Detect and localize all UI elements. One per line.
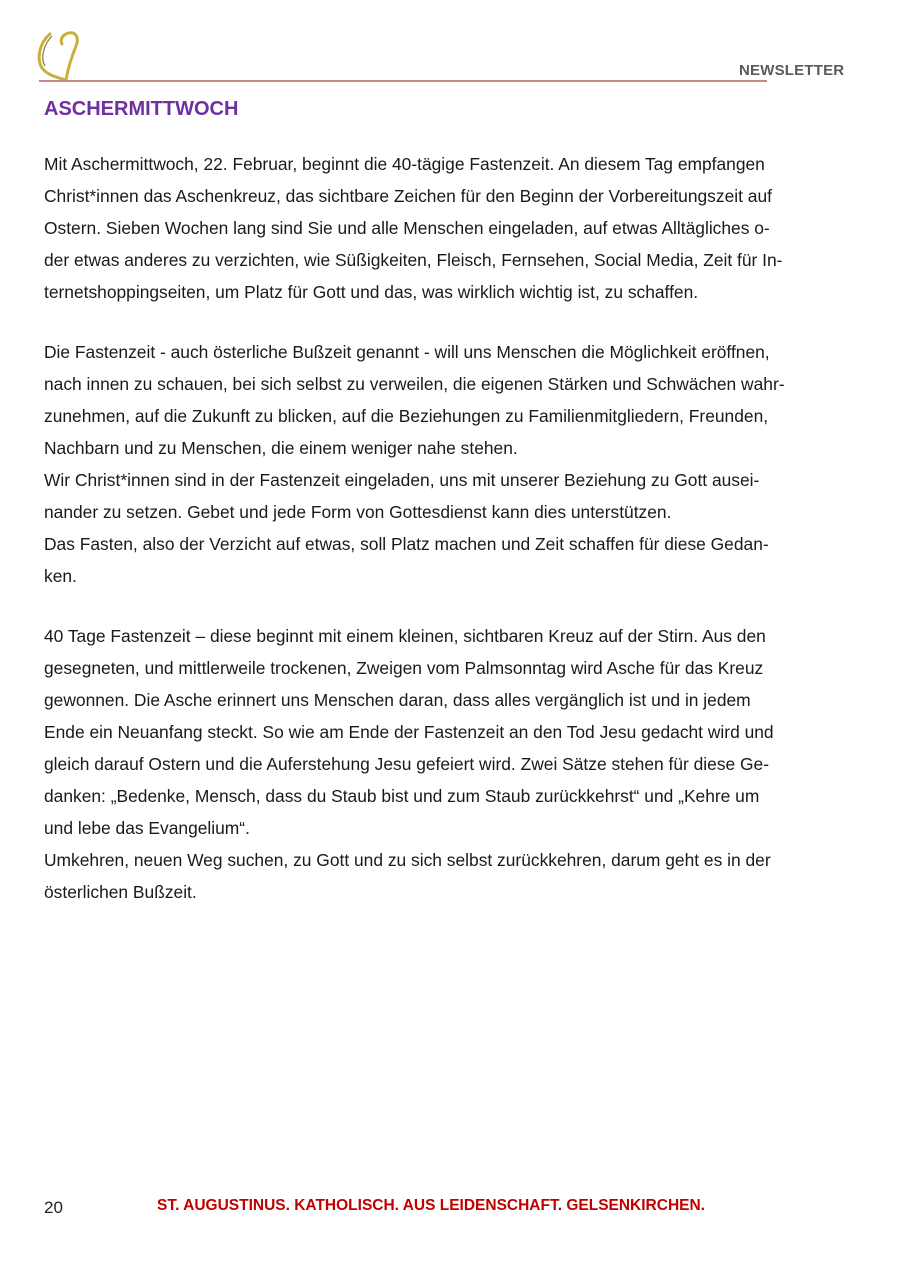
heart-logo-icon — [36, 28, 102, 82]
text-line: österlichen Bußzeit. — [44, 882, 197, 902]
text-line: Wir Christ*innen sind in der Fastenzeit eingeladen, uns mit unserer Beziehung zu Gott ausei- — [44, 470, 760, 490]
text-line: Die Fastenzeit - auch österliche Bußzeit genannt - will uns Menschen die Möglichkeit eröffnen, — [44, 342, 770, 362]
text-line: Ende ein Neuanfang steckt. So wie am Ende der Fastenzeit an den Tod Jesu gedacht wird und — [44, 722, 774, 742]
text-line: gesegneten, und mittlerweile trockenen, Zweigen vom Palmsonntag wird Asche für das Kreuz — [44, 658, 764, 678]
text-line: Das Fasten, also der Verzicht auf etwas, soll Platz machen und Zeit schaffen für diese Gedan- — [44, 534, 769, 554]
text-line: gewonnen. Die Asche erinnert uns Menschen daran, dass alles vergänglich ist und in jedem — [44, 690, 751, 710]
text-line: danken: „Bedenke, Mensch, dass du Staub bist und zum Staub zurückkehrst“ und „Kehre um — [44, 786, 760, 806]
text-line: ternetshoppingseiten, um Platz für Gott und das, was wirklich wichtig ist, zu schaffen. — [44, 282, 699, 302]
text-line: Christ*innen das Aschenkreuz, das sichtbare Zeichen für den Beginn der Vorbereitungszeit auf — [44, 186, 772, 206]
paragraph — [44, 336, 864, 592]
footer-slogan: ST. AUGUSTINUS. KATHOLISCH. AUS LEIDENSCHAFT. GELSENKIRCHEN. — [157, 1197, 705, 1214]
text-line: zunehmen, auf die Zukunft zu blicken, auf die Beziehungen zu Familienmitgliedern, Freunden, — [44, 406, 769, 426]
text-line: nach innen zu schauen, bei sich selbst zu verweilen, die eigenen Stärken und Schwächen wahr- — [44, 374, 785, 394]
text-line: Mit Aschermittwoch, 22. Februar, beginnt die 40-tägige Fastenzeit. An diesem Tag empfangen — [44, 154, 765, 174]
text-line: nander zu setzen. Gebet und jede Form von Gottesdienst kann dies unterstützen. — [44, 502, 672, 522]
text-line: ken. — [44, 566, 77, 586]
article-body — [44, 148, 864, 908]
paragraph-gap — [44, 308, 864, 336]
text-line: Ostern. Sieben Wochen lang sind Sie und alle Menschen eingeladen, auf etwas Alltägliches o- — [44, 218, 770, 238]
text-line: Umkehren, neuen Weg suchen, zu Gott und zu sich selbst zurückkehren, darum geht es in der — [44, 850, 771, 870]
text-line: 40 Tage Fastenzeit – diese beginnt mit einem kleinen, sichtbaren Kreuz auf der Stirn. Aus den — [44, 626, 766, 646]
text-line: der etwas anderes zu verzichten, wie Süßigkeiten, Fleisch, Fernsehen, Social Media, Zeit für In- — [44, 250, 783, 270]
page-number: 20 — [44, 1198, 63, 1217]
text-line: gleich darauf Ostern und die Auferstehung Jesu gefeiert wird. Zwei Sätze stehen für diese Ge- — [44, 754, 770, 774]
text-line: Nachbarn und zu Menschen, die einem weniger nahe stehen. — [44, 438, 518, 458]
paragraph — [44, 148, 864, 308]
paragraph — [44, 620, 864, 908]
header-rule — [39, 80, 767, 82]
text-line: und lebe das Evangelium“. — [44, 818, 250, 838]
paragraph-gap — [44, 592, 864, 620]
article-title: ASCHERMITTWOCH — [44, 98, 239, 120]
newsletter-label: NEWSLETTER — [739, 62, 845, 79]
